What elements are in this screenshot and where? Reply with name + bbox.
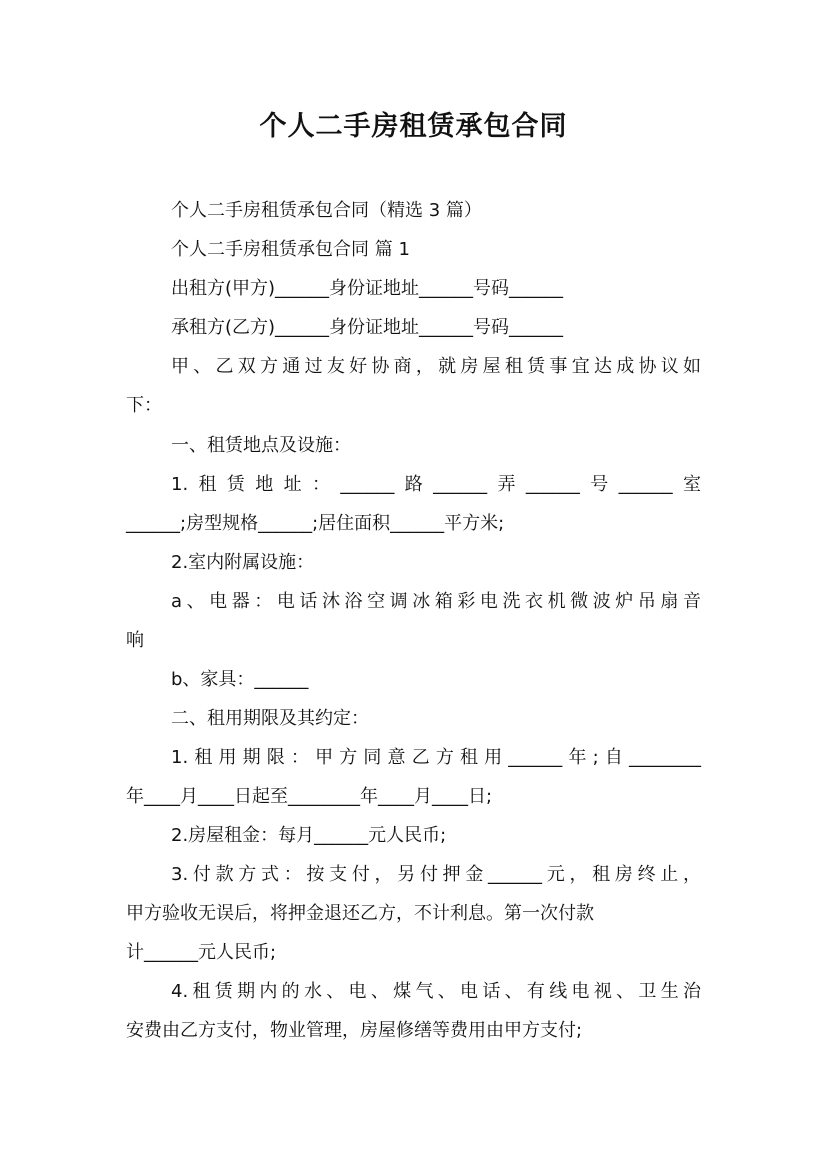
document-title: 个人二手房租赁承包合同 xyxy=(259,111,568,142)
subtitle-line: 个人二手房租赁承包合同（精选 3 篇） xyxy=(171,200,482,221)
paragraph-line: 响 xyxy=(126,630,144,651)
paragraph-line: 甲方验收无误后，将押金退还乙方，不计利息。第一次付款 xyxy=(126,903,594,924)
paragraph-line: 甲、乙双方通过友好协商，就房屋租赁事宜达成协议如 xyxy=(171,356,701,377)
paragraph-line: 4.租赁期内的水、电、煤气、电话、有线电视、卫生治 xyxy=(171,981,701,1002)
paragraph-line: 年____月____日起至________年____月____日; xyxy=(126,786,493,807)
paragraph-line: a、电器：电话沐浴空调冰箱彩电洗衣机微波炉吊扇音 xyxy=(171,591,701,612)
paragraph-line: 1.租赁地址：______路______弄______号______室 xyxy=(171,474,701,495)
paragraph-line: b、家具：______ xyxy=(171,669,309,690)
lessor-line: 出租方(甲方)______身份证地址______号码______ xyxy=(171,278,564,299)
clause-heading: 一、租赁地点及设施： xyxy=(171,435,351,456)
lessee-line: 承租方(乙方)______身份证地址______号码______ xyxy=(171,317,564,338)
paragraph-line: 计______元人民币; xyxy=(126,942,277,963)
paragraph-line: ______;房型规格______;居住面积______平方米; xyxy=(126,513,505,534)
paragraph-line: 1.租用期限：甲方同意乙方租用______年;自________ xyxy=(171,747,701,768)
paragraph-line: 2.室内附属设施： xyxy=(171,552,315,573)
paragraph-line: 安费由乙方支付，物业管理，房屋修缮等费用由甲方支付; xyxy=(126,1020,583,1041)
clause-heading: 二、租用期限及其约定： xyxy=(171,708,369,729)
paragraph-line: 3.付款方式：按支付，另付押金______元，租房终止， xyxy=(171,864,701,885)
section-heading: 个人二手房租赁承包合同 篇 1 xyxy=(171,239,410,260)
paragraph-line: 下： xyxy=(126,395,162,416)
paragraph-line: 2.房屋租金：每月______元人民币; xyxy=(171,825,447,846)
